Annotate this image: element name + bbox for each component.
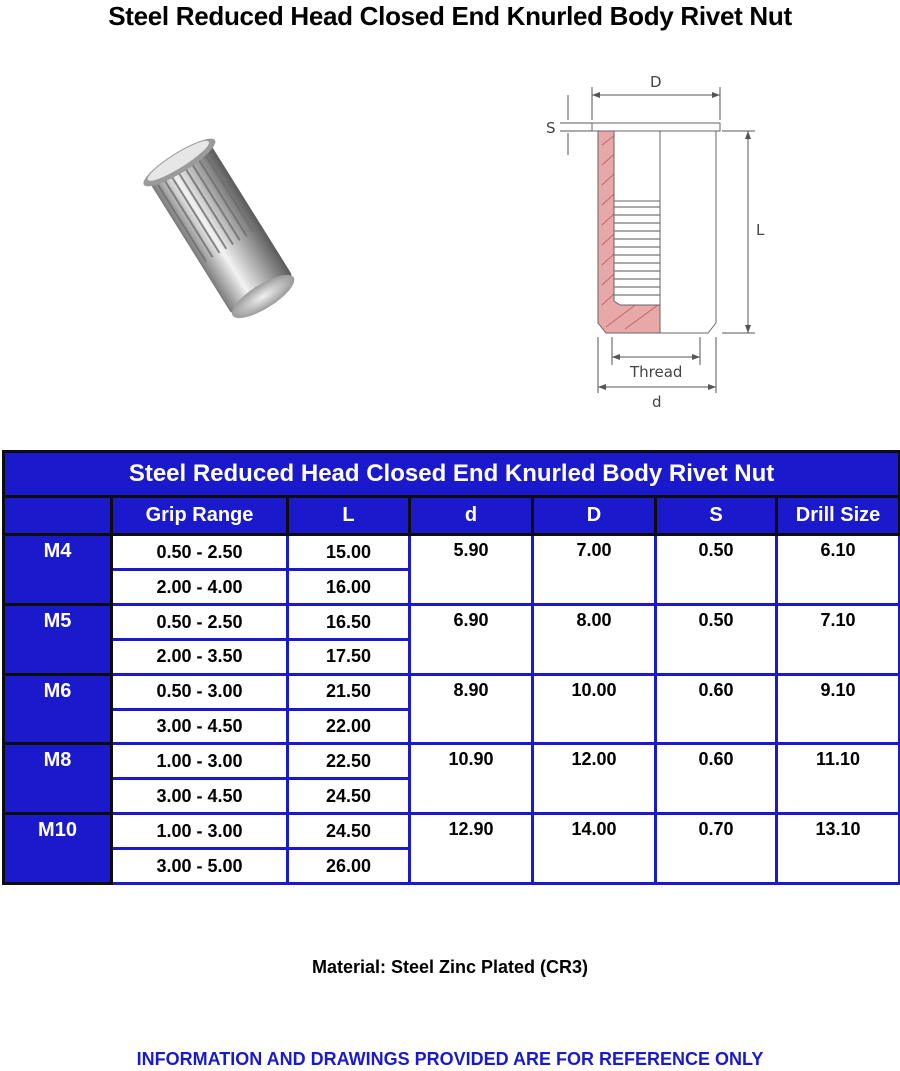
size-cell: M10 — [4, 814, 112, 884]
grip-range-cell: 1.00 - 3.00 — [112, 814, 288, 849]
grip-range-cell: 2.00 - 4.00 — [112, 570, 288, 605]
table-row — [4, 814, 900, 849]
length-cell: 24.50 — [288, 779, 410, 814]
S-cell: 0.70 — [656, 814, 777, 884]
rivet-nut-photo — [120, 130, 320, 340]
dimension-drawing — [540, 65, 780, 420]
d-cell: 12.90 — [410, 814, 533, 884]
drill-size-cell: 11.10 — [777, 744, 900, 814]
length-cell: 26.00 — [288, 849, 410, 884]
header-D: D — [533, 497, 656, 535]
length-cell: 22.50 — [288, 744, 410, 779]
drill-size-cell: 6.10 — [777, 535, 900, 605]
size-cell: M6 — [4, 674, 112, 744]
D-cell: 8.00 — [533, 605, 656, 675]
length-cell: 22.00 — [288, 709, 410, 744]
grip-range-cell: 2.00 - 3.50 — [112, 639, 288, 674]
length-cell: 15.00 — [288, 535, 410, 570]
table-row — [4, 605, 900, 640]
grip-range-cell: 0.50 - 2.50 — [112, 605, 288, 640]
header-L: L — [288, 497, 410, 535]
label-L: L — [756, 221, 765, 239]
table-header-row — [4, 497, 900, 535]
S-cell: 0.50 — [656, 535, 777, 605]
header-drill-size: Drill Size — [777, 497, 900, 535]
length-cell: 16.00 — [288, 570, 410, 605]
label-D: D — [650, 73, 662, 91]
size-cell: M5 — [4, 605, 112, 675]
label-d: d — [652, 393, 662, 411]
table-caption: Steel Reduced Head Closed End Knurled Body Rivet Nut — [4, 452, 900, 497]
drill-size-cell: 13.10 — [777, 814, 900, 884]
header-S: S — [656, 497, 777, 535]
length-cell: 16.50 — [288, 605, 410, 640]
length-cell: 24.50 — [288, 814, 410, 849]
spec-table — [2, 450, 900, 885]
table-row — [4, 535, 900, 570]
D-cell: 14.00 — [533, 814, 656, 884]
header-d: d — [410, 497, 533, 535]
header-grip-range: Grip Range — [112, 497, 288, 535]
page-title: Steel Reduced Head Closed End Knurled Body Rivet Nut — [108, 1, 792, 31]
grip-range-cell: 0.50 - 3.00 — [112, 674, 288, 709]
size-cell: M8 — [4, 744, 112, 814]
D-cell: 7.00 — [533, 535, 656, 605]
grip-range-cell: 1.00 - 3.00 — [112, 744, 288, 779]
length-cell: 21.50 — [288, 674, 410, 709]
header-blank — [4, 497, 112, 535]
D-cell: 10.00 — [533, 674, 656, 744]
S-cell: 0.60 — [656, 674, 777, 744]
drill-size-cell: 7.10 — [777, 605, 900, 675]
material-note: Material: Steel Zinc Plated (CR3) — [311, 957, 589, 977]
d-cell: 6.90 — [410, 605, 533, 675]
drill-size-cell: 9.10 — [777, 674, 900, 744]
disclaimer: INFORMATION AND DRAWINGS PROVIDED ARE FOR REFERENCE ONLY — [136, 1049, 764, 1069]
d-cell: 10.90 — [410, 744, 533, 814]
d-cell: 8.90 — [410, 674, 533, 744]
length-cell: 17.50 — [288, 639, 410, 674]
D-cell: 12.00 — [533, 744, 656, 814]
size-cell: M4 — [4, 535, 112, 605]
label-S: S — [546, 119, 556, 137]
S-cell: 0.60 — [656, 744, 777, 814]
label-thread: Thread — [630, 363, 683, 381]
table-row — [4, 674, 900, 709]
grip-range-cell: 3.00 - 4.50 — [112, 709, 288, 744]
table-row — [4, 744, 900, 779]
S-cell: 0.50 — [656, 605, 777, 675]
d-cell: 5.90 — [410, 535, 533, 605]
grip-range-cell: 0.50 - 2.50 — [112, 535, 288, 570]
grip-range-cell: 3.00 - 4.50 — [112, 779, 288, 814]
grip-range-cell: 3.00 - 5.00 — [112, 849, 288, 884]
